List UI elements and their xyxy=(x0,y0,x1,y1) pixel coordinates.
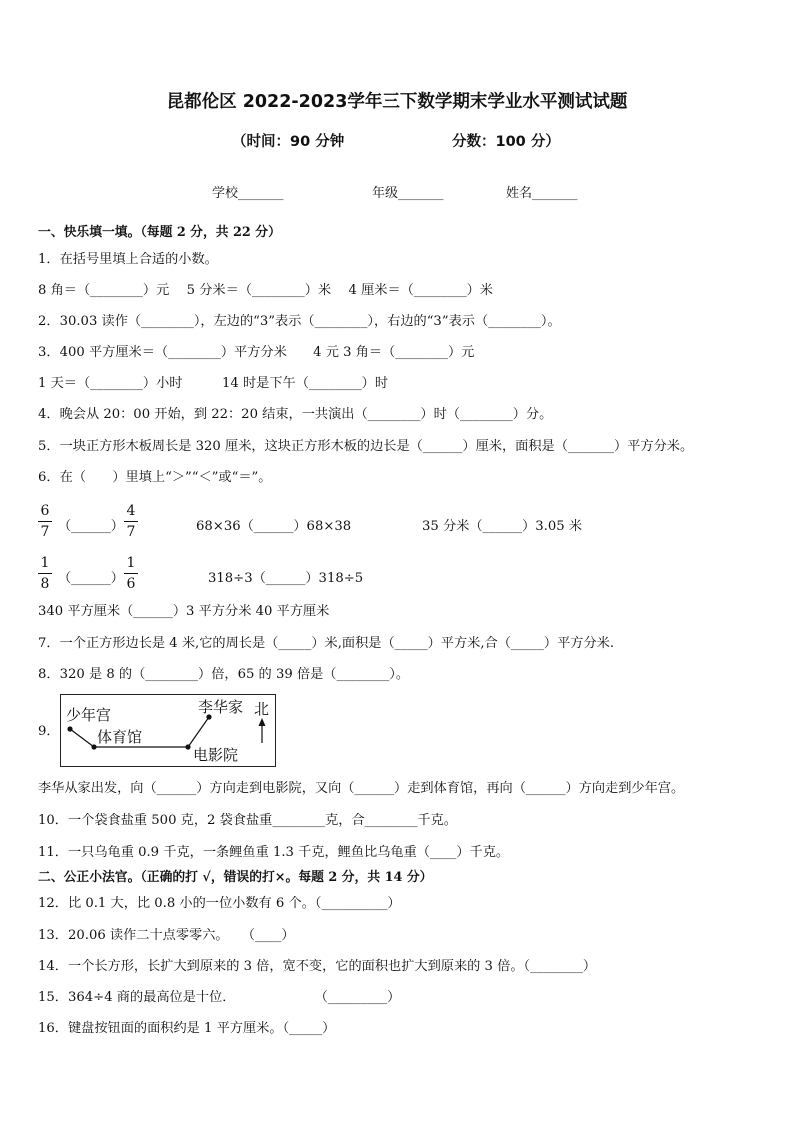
question-7: 7．一个正方形边长是 4 米,它的周长是（_____）米,面积是（_____）平方米,合（_____）平方分米. xyxy=(38,636,615,651)
question-3a: 3．400 平方厘米＝（________）平方分米 4 元 3 角＝（________）元 xyxy=(38,345,475,360)
question-5: 5．一块正方形木板周长是 320 厘米，这块正方形木板的边长是（______）厘米，面积是（_______）平方分米。 xyxy=(38,439,694,454)
question-16: 16．键盘按钮面的面积约是 1 平方厘米。（_____） xyxy=(38,1021,336,1036)
fraction-1-6: 1 6 xyxy=(124,554,138,593)
north-arrow-icon xyxy=(259,718,266,726)
question-13: 13．20.06 读作二十点零零六。 （____） xyxy=(38,928,295,943)
question-14: 14．一个长方形，长扩大到原来的 3 倍，宽不变，它的面积也扩大到原来的 3 倍。（________） xyxy=(38,959,597,974)
question-9: 李华从家出发，向（______）方向走到电影院，又向（______）走到体育馆，再向（______）方向走到少年宫。 xyxy=(38,781,685,796)
map-label-gym: 体育馆 xyxy=(97,728,143,746)
exam-title: 昆都伦区 2022-2023学年三下数学期末学业水平测试试题 xyxy=(166,92,628,112)
fraction-1-8: 1 8 xyxy=(38,554,52,593)
section-1-heading: 一、快乐填一填。（每题 2 分，共 22 分） xyxy=(38,225,281,240)
grade-field: 年级_______ xyxy=(372,186,444,201)
question-3b: 1 天＝（________）小时 14 时是下午（________）时 xyxy=(38,376,389,391)
time-label: （时间：90 分钟 xyxy=(232,134,345,150)
school-field: 学校_______ xyxy=(212,186,284,201)
compare-blank-2: （______） xyxy=(58,571,124,586)
question-1-items: 8 角＝（________）元 5 分米＝（________）米 4 厘米＝（________）米 xyxy=(38,283,493,298)
question-2: 2．30.03 读作（________），左边的“3”表示（________），右边的“3”表示（________）。 xyxy=(38,314,561,329)
section-2-heading: 二、公正小法官。（正确的打 √，错误的打×。每题 2 分，共 14 分） xyxy=(38,870,433,885)
fraction-6-7: 6 7 xyxy=(38,502,52,541)
compare-68x36: 68×36（______）68×38 xyxy=(196,519,352,534)
fraction-4-7: 4 7 xyxy=(124,502,138,541)
map-label-youth-palace: 少年宫 xyxy=(66,706,112,724)
map-label-north: 北 xyxy=(254,700,270,718)
score-label: 分数：100 分） xyxy=(452,134,560,150)
question-4: 4．晚会从 20：00 开始，到 22：20 结束，一共演出（________）时（________）分。 xyxy=(38,407,553,422)
question-8: 8．320 是 8 的（________）倍，65 的 39 倍是（________）。 xyxy=(38,667,410,682)
question-11: 11．一只乌龟重 0.9 千克，一条鲤鱼重 1.3 千克，鲤鱼比乌龟重（____）千克。 xyxy=(38,845,510,860)
question-15: 15．364÷4 商的最高位是十位． （_________） xyxy=(38,990,401,1005)
compare-35dm: 35 分米（______）3.05 米 xyxy=(422,519,583,534)
route-map xyxy=(60,694,276,767)
question-9-number: 9． xyxy=(38,724,60,739)
compare-318: 318÷3（______）318÷5 xyxy=(208,571,364,586)
question-10: 10．一个袋食盐重 500 克，2 袋食盐重________克，合________千克。 xyxy=(38,813,457,828)
question-1: 1．在括号里填上合适的小数。 xyxy=(38,252,218,267)
map-label-lihua-home: 李华家 xyxy=(198,698,244,716)
name-field: 姓名_______ xyxy=(506,186,578,201)
question-6: 6．在（ ）里填上“＞”“＜”或“＝”。 xyxy=(38,470,272,485)
map-label-cinema: 电影院 xyxy=(193,746,239,764)
compare-340cm2: 340 平方厘米（______）3 平方分米 40 平方厘米 xyxy=(38,604,330,619)
compare-blank-1: （______） xyxy=(58,519,124,534)
question-12: 12．比 0.1 大，比 0.8 小的一位小数有 6 个。（__________） xyxy=(38,896,401,911)
